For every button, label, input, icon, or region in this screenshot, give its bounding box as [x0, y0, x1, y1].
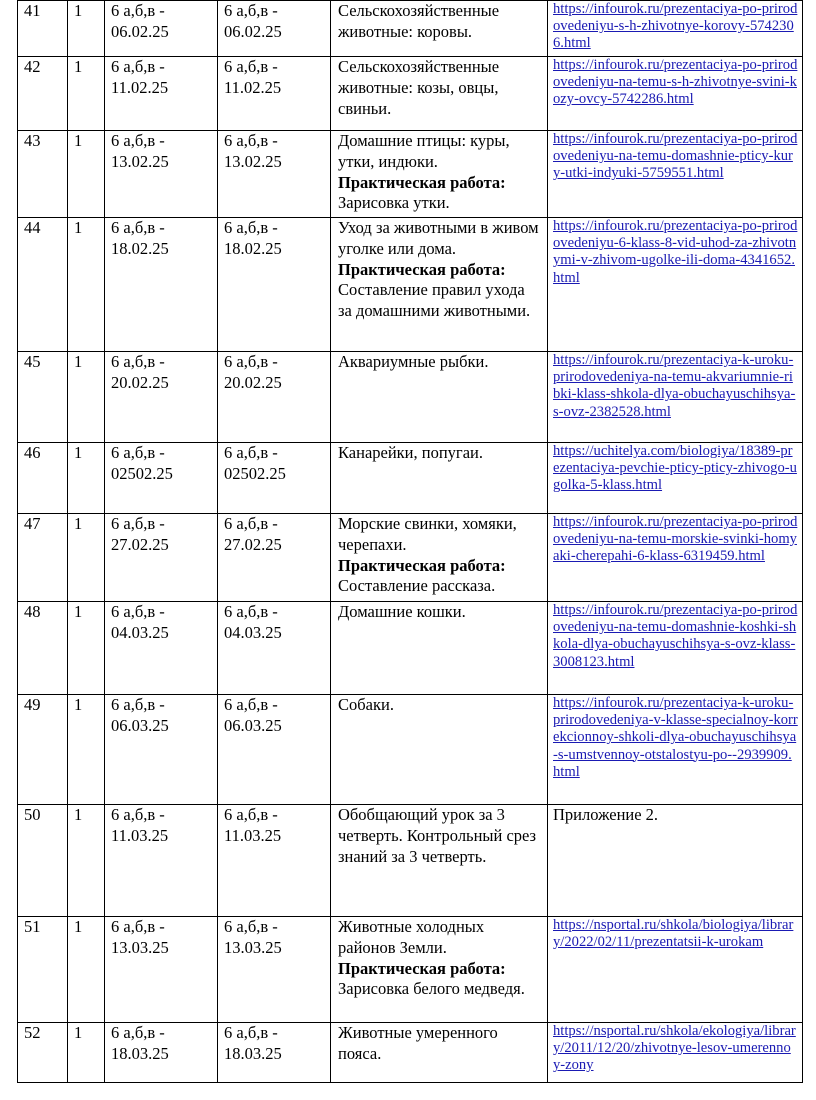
- actual-date: 6 а,б,в - 13.03.25: [218, 917, 331, 1023]
- planned-date: 6 а,б,в - 18.03.25: [105, 1023, 218, 1083]
- lesson-number: 52: [18, 1023, 68, 1083]
- planned-date: 6 а,б,в - 13.03.25: [105, 917, 218, 1023]
- table-row: [18, 57, 803, 131]
- resource-link[interactable]: https://infourok.ru/prezentaciya-po-prirodovedeniyu-6-klass-8-vid-uhod-za-zhivotnymi-v-zhivom-ugolke-ili-doma-4341652.html: [553, 218, 798, 286]
- resource-link[interactable]: https://infourok.ru/prezentaciya-k-uroku-prirodovedeniya-v-klasse-specialnoy-korrekcionnoy-shkoli-dlya-obuchayuschihsya-s-umstvennoy-otstalostyu-po--2939909.html: [553, 695, 798, 780]
- lesson-topic: [331, 218, 548, 352]
- resource-link[interactable]: https://nsportal.ru/shkola/ekologiya/library/2011/12/20/zhivotnye-lesov-umerennoy-zony: [553, 1023, 796, 1074]
- table-row: [18, 602, 803, 695]
- lesson-hours: 1: [68, 602, 105, 695]
- resource-link[interactable]: https://infourok.ru/prezentaciya-k-uroku-prirodovedeniya-na-temu-akvariumnie-ribki-klass-shkola-dlya-obuchayuschihsya-s-ovz-2382528.html: [553, 352, 796, 420]
- practical-work-label: Практическая работа:: [338, 555, 506, 575]
- table-row: [18, 352, 803, 443]
- resource-link[interactable]: https://infourok.ru/prezentaciya-po-prirodovedeniyu-na-temu-domashnie-koshki-shkola-dlya-obuchayuschihsya-s-ovz-klass-3008123.html: [553, 602, 798, 670]
- lesson-hours: 1: [68, 352, 105, 443]
- lesson-hours: 1: [68, 131, 105, 218]
- resource-cell: [548, 57, 803, 131]
- lesson-hours: 1: [68, 218, 105, 352]
- lesson-number: 47: [18, 514, 68, 602]
- lesson-topic: [331, 352, 548, 443]
- lesson-number: 44: [18, 218, 68, 352]
- lesson-number: 46: [18, 443, 68, 514]
- topic-text: Аквариумные рыбки.: [338, 352, 489, 371]
- practical-work-label: Практическая работа:: [338, 172, 506, 192]
- planned-date: 6 а,б,в - 06.03.25: [105, 695, 218, 805]
- lesson-hours: 1: [68, 695, 105, 805]
- topic-text: Домашние кошки.: [338, 602, 466, 621]
- planned-date: 6 а,б,в - 20.02.25: [105, 352, 218, 443]
- resource-cell: [548, 131, 803, 218]
- lesson-hours: 1: [68, 1, 105, 57]
- topic-text: Морские свинки, хомяки, черепахи.: [338, 514, 517, 554]
- actual-date: 6 а,б,в - 06.02.25: [218, 1, 331, 57]
- lesson-number: 43: [18, 131, 68, 218]
- resource-cell: [548, 695, 803, 805]
- lesson-number: 50: [18, 805, 68, 917]
- lesson-plan-body: [18, 1, 803, 1083]
- topic-text: Животные холодных районов Земли.: [338, 917, 485, 957]
- practical-work-text: Зарисовка утки.: [338, 193, 450, 213]
- resource-link[interactable]: https://infourok.ru/prezentaciya-po-prirodovedeniyu-na-temu-s-h-zhivotnye-svini-kozy-ovcy-5742286.html: [553, 57, 798, 108]
- practical-work-text: Составление рассказа.: [338, 576, 496, 596]
- resource-cell: [548, 352, 803, 443]
- practical-work-label: Практическая работа:: [338, 958, 506, 978]
- lesson-topic: [331, 695, 548, 805]
- planned-date: 6 а,б,в - 27.02.25: [105, 514, 218, 602]
- actual-date: 6 а,б,в - 13.02.25: [218, 131, 331, 218]
- resource-cell: [548, 218, 803, 352]
- resource-link[interactable]: https://nsportal.ru/shkola/biologiya/library/2022/02/11/prezentatsii-k-urokam: [553, 917, 794, 951]
- table-row: [18, 443, 803, 514]
- planned-date: 6 а,б,в - 18.02.25: [105, 218, 218, 352]
- lesson-topic: [331, 1023, 548, 1083]
- resource-link[interactable]: https://infourok.ru/prezentaciya-po-prirodovedeniyu-na-temu-morskie-svinki-homyaki-cherepahi-6-klass-6319459.html: [553, 514, 798, 565]
- actual-date: 6 а,б,в - 11.03.25: [218, 805, 331, 917]
- lesson-number: 42: [18, 57, 68, 131]
- lesson-number: 49: [18, 695, 68, 805]
- actual-date: 6 а,б,в - 18.03.25: [218, 1023, 331, 1083]
- resource-cell: [548, 917, 803, 1023]
- resource-link[interactable]: https://infourok.ru/prezentaciya-po-prirodovedeniyu-s-h-zhivotnye-korovy-5742306.html: [553, 1, 798, 52]
- lesson-hours: 1: [68, 514, 105, 602]
- planned-date: 6 а,б,в - 11.03.25: [105, 805, 218, 917]
- planned-date: 6 а,б,в - 11.02.25: [105, 57, 218, 131]
- lesson-hours: 1: [68, 443, 105, 514]
- lesson-number: 41: [18, 1, 68, 57]
- actual-date: 6 а,б,в - 11.02.25: [218, 57, 331, 131]
- lesson-hours: 1: [68, 57, 105, 131]
- table-row: [18, 917, 803, 1023]
- resource-cell: [548, 1023, 803, 1083]
- topic-text: Обобщающий урок за 3 четверть. Контрольный срез знаний за 3 четверть.: [338, 805, 537, 866]
- table-row: [18, 1, 803, 57]
- topic-text: Сельскохозяйственные животные: коровы.: [338, 1, 500, 41]
- lesson-number: 51: [18, 917, 68, 1023]
- topic-text: Домашние птицы: куры, утки, индюки.: [338, 131, 510, 171]
- table-row: [18, 695, 803, 805]
- planned-date: 6 а,б,в - 13.02.25: [105, 131, 218, 218]
- resource-cell: [548, 805, 803, 917]
- topic-text: Животные умеренного пояса.: [338, 1023, 498, 1063]
- table-row: [18, 514, 803, 602]
- actual-date: 6 а,б,в - 20.02.25: [218, 352, 331, 443]
- practical-work-text: Зарисовка белого медведя.: [338, 979, 525, 999]
- resource-cell: [548, 514, 803, 602]
- lesson-topic: [331, 131, 548, 218]
- practical-work-label: Практическая работа:: [338, 259, 506, 279]
- lesson-topic: [331, 57, 548, 131]
- resource-link[interactable]: https://uchitelya.com/biologiya/18389-prezentaciya-pevchie-pticy-pticy-zhivogo-ugolka-5-klass.html: [553, 443, 797, 494]
- planned-date: 6 а,б,в - 04.03.25: [105, 602, 218, 695]
- resource-link[interactable]: https://infourok.ru/prezentaciya-po-prirodovedeniyu-na-temu-domashnie-pticy-kury-utki-indyuki-5759551.html: [553, 131, 798, 182]
- resource-cell: [548, 1, 803, 57]
- lesson-topic: [331, 917, 548, 1023]
- actual-date: 6 а,б,в - 06.03.25: [218, 695, 331, 805]
- lesson-topic: [331, 443, 548, 514]
- lesson-number: 45: [18, 352, 68, 443]
- lesson-topic: [331, 602, 548, 695]
- actual-date: 6 а,б,в - 02502.25: [218, 443, 331, 514]
- lesson-number: 48: [18, 602, 68, 695]
- actual-date: 6 а,б,в - 27.02.25: [218, 514, 331, 602]
- practical-work-text: Составление правил ухода за домашними животными.: [338, 280, 531, 321]
- table-row: [18, 805, 803, 917]
- lesson-hours: 1: [68, 917, 105, 1023]
- actual-date: 6 а,б,в - 18.02.25: [218, 218, 331, 352]
- actual-date: 6 а,б,в - 04.03.25: [218, 602, 331, 695]
- topic-text: Собаки.: [338, 695, 394, 714]
- resource-text: Приложение 2.: [553, 805, 659, 824]
- topic-text: Канарейки, попугаи.: [338, 443, 483, 462]
- lesson-hours: 1: [68, 805, 105, 917]
- lesson-topic: [331, 1, 548, 57]
- topic-text: Сельскохозяйственные животные: козы, овцы, свиньи.: [338, 57, 500, 118]
- resource-cell: [548, 443, 803, 514]
- table-row: [18, 1023, 803, 1083]
- planned-date: 6 а,б,в - 02502.25: [105, 443, 218, 514]
- table-row: [18, 131, 803, 218]
- table-row: [18, 218, 803, 352]
- lesson-topic: [331, 805, 548, 917]
- lesson-topic: [331, 514, 548, 602]
- lesson-plan-table: [17, 0, 803, 1083]
- topic-text: Уход за животными в живом уголке или дома.: [338, 218, 539, 258]
- resource-cell: [548, 602, 803, 695]
- lesson-hours: 1: [68, 1023, 105, 1083]
- planned-date: 6 а,б,в - 06.02.25: [105, 1, 218, 57]
